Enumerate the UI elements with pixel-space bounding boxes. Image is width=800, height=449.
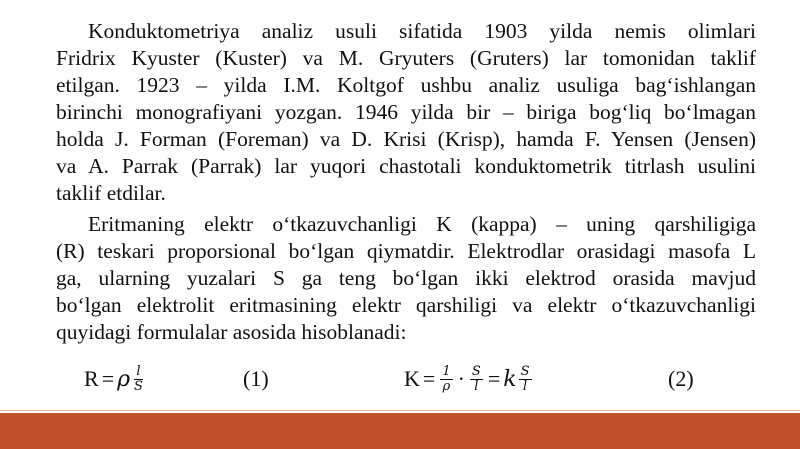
fraction-denominator: ρ [442,378,451,394]
fraction-l-over-s [132,365,145,394]
formula-number-2: (2) [668,366,694,391]
text-line: etilgan. 1923 – yilda I.M. Koltgof ushbu analiz usuliga bag‘ishlangan [56,73,756,97]
formula-row [0,357,800,401]
formula-lhs: R [84,366,99,391]
text-line: ga, ularning yuzalari S ga teng bo‘lgan ikki elektrod orasida mavjud [56,266,756,290]
paragraph-history [56,18,756,207]
text-line: taklif etdilar. [56,181,166,205]
fraction-one-over-rho [440,365,452,394]
fraction-numerator: S [471,363,481,379]
text-line: birinchi monografiyani yozgan. 1946 yilda bir – biriga bog‘liq bo‘lmagan [56,100,756,124]
formula-lhs: K [404,366,420,391]
paragraph-definition [56,211,756,346]
text-line: holda J. Forman (Foreman) va D. Krisi (Krisp), hamda F. Yensen (Jensen) [56,127,756,151]
fraction-s-over-l [470,365,483,394]
multiply-dot: · [457,366,465,391]
fraction-numerator: 1 [442,363,451,379]
text-line: Konduktometriya analiz usuli sifatida 1903 yilda nemis olimlari [88,19,756,43]
fraction-s-over-l [519,365,532,394]
text-line: Eritmaning elektr o‘tkazuvchanligi K (kappa) – uning qarshiligiga [88,212,756,236]
fraction-numerator: S [520,363,530,379]
fraction-denominator: S [134,378,143,394]
footer-band [0,413,800,449]
text-line: Fridrix Kyuster (Kuster) va M. Gryuters (Gruters) lar tomonidan taklif [56,46,756,70]
equals-sign: = [101,366,115,391]
fraction-denominator: l [474,378,479,394]
formula-conductivity [404,357,534,401]
footer-divider [0,410,800,411]
rho-symbol: ρ [117,366,131,392]
text-line: bo‘lgan elektrolit eritmasining elektr qarshiligi va elektr o‘tkazuvchanligi [56,293,756,317]
equals-sign: = [487,366,501,391]
text-line: va A. Parrak (Parrak) lar yuqori chastotali konduktometrik titrlash usulini [56,154,756,178]
fraction-numerator: l [136,363,141,379]
equals-sign: = [422,366,436,391]
text-line: quyidagi formulalar asosida hisoblanadi: [56,320,407,344]
formula-number-1: (1) [243,366,269,391]
formula-resistance [84,357,147,401]
kappa-symbol: k [503,366,517,392]
text-line: (R) teskari proporsional bo‘lgan qiymatdir. Elektrodlar orasidagi masofa L [56,239,756,263]
fraction-denominator: l [522,378,528,394]
